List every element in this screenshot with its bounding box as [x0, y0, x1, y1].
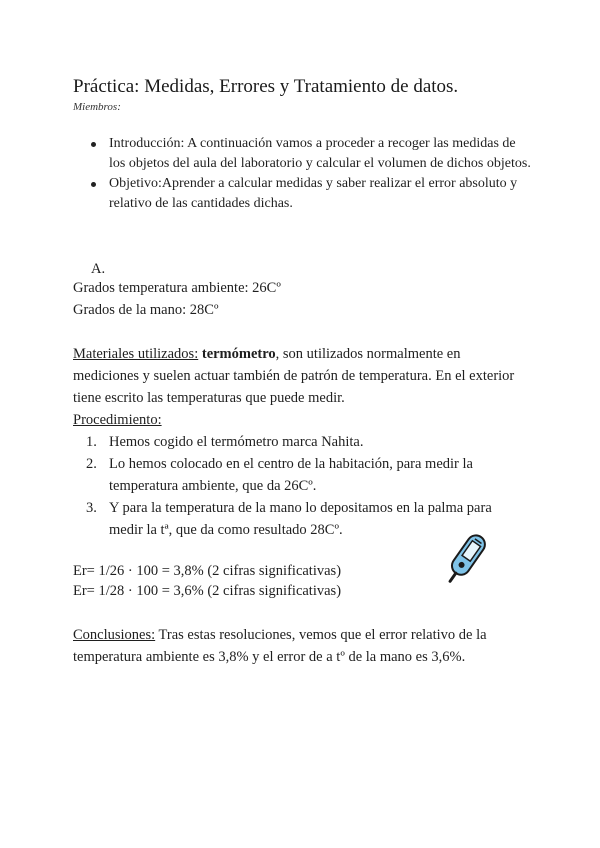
step-number: 3. [86, 500, 97, 516]
procedimiento-steps [86, 431, 526, 541]
procedimiento-label: Procedimiento: [73, 412, 162, 428]
conclusiones-paragraph [73, 624, 533, 668]
document-title: Práctica: Medidas, Errores y Tratamiento de datos. [73, 76, 459, 97]
step-number: 2. [86, 456, 97, 472]
members-label: Miembros: [73, 101, 121, 113]
step-number: 1. [86, 434, 97, 450]
bullet-objetivo: Objetivo:Aprender a calcular medidas y saber realizar el error absoluto y relativo de las cantidades dichas. [91, 174, 531, 214]
materiales-paragraph [73, 343, 528, 409]
materiales-text: , son utilizados normalmente en mediciones y suelen actuar también de patrón de temperatura. En el exterior tiene escrito las temperaturas que puede medir. [73, 346, 515, 406]
materiales-bold-term: termómetro [201, 346, 276, 362]
thermometer-icon [440, 530, 490, 590]
materiales-label: Materiales utilizados: [73, 346, 199, 362]
conclusiones-label: Conclusiones: [73, 627, 156, 643]
intro-bullet-list [91, 134, 531, 214]
procedimiento-heading [73, 409, 162, 431]
step-text: Y para la temperatura de la mano lo depositamos en la palma para medir la tª, que da como resultado 28Cº. [109, 500, 492, 538]
error-relativo-ambiente: Er= 1/26 · 100 = 3,8% (2 cifras significativas) [73, 563, 342, 579]
step-text: Lo hemos colocado en el centro de la habitación, para medir la temperatura ambiente, que da 26Cº. [109, 456, 473, 494]
conclusiones-text: Tras estas resoluciones, vemos que el error relativo de la temperatura ambiente es 3,8% y el error de a tº de la mano es 3,6%. [73, 627, 487, 665]
grados-mano: Grados de la mano: 28Cº [73, 302, 219, 318]
step-text: Hemos cogido el termómetro marca Nahita. [109, 434, 364, 450]
step-item [86, 453, 526, 497]
step-item [86, 431, 526, 453]
section-a-heading: A. [91, 261, 106, 277]
error-relativo-mano: Er= 1/28 · 100 = 3,6% (2 cifras significativas) [73, 583, 342, 599]
grados-ambiente: Grados temperatura ambiente: 26Cº [73, 280, 281, 296]
bullet-introduccion: Introducción: A continuación vamos a proceder a recoger las medidas de los objetos del aula del laboratorio y calcular el volumen de dichos objetos. [91, 134, 531, 174]
